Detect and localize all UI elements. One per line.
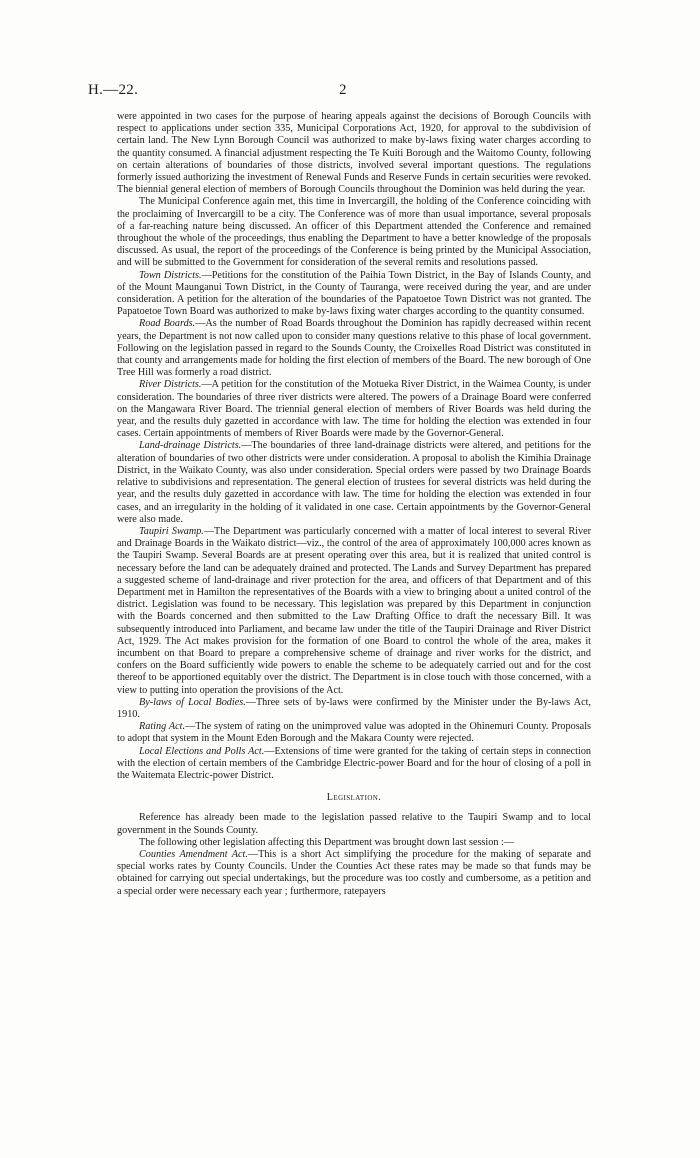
section-road-boards	[117, 318, 591, 379]
rating-act-heading: Rating Act.	[139, 721, 186, 733]
body-text	[117, 111, 591, 898]
document-reference: H.—22.	[88, 82, 139, 98]
section-land-drainage-districts	[117, 440, 591, 525]
paragraph-municipal-conference: The Municipal Conference again met, this time in Invercargill, the holding of the Conference coinciding with the proclaiming of Invercargill to be a city. The Conference was of more than usual importance, several proposals of a far-reaching nature being discussed. An officer of this Department attended the Conference and remained throughout the whole of the proceedings, thus enabling the Department to have a better knowledge of the proposals discussed. As usual, the report of the proceedings of the Conference is being printed by the Municipal Association, and will be submitted to the Government for consideration of the several remits and resolutions passed.	[117, 196, 591, 269]
river-districts-heading: River Districts.	[139, 379, 202, 391]
local-elections-text: —Extensions of time were granted for the taking of certain steps in connection with the election of certain members of the Cambridge Electric-power Board and for the hour of closing of a poll in the Waitemata Electric-power District.	[117, 745, 592, 781]
section-local-elections	[117, 746, 591, 783]
land-drainage-text: —The boundaries of three land-drainage districts were altered, and petitions for the alteration of boundaries of two other districts were under consideration. A proposal to abolish the Kimihia Drainage District, in the Waikato County, was also under consideration. Special orders were passed by two Drainage Boards relative to subdivisions and representation. The general election of trustees for several districts was held during the year, and the results duly gazetted in accordance with law. The time for holding the election was extended in four cases, and an irregularity in the holding of it validated in one case. Certain appointments by the Governor-General were also made.	[117, 440, 591, 525]
by-laws-heading: By-laws of Local Bodies.	[139, 696, 246, 708]
local-elections-heading: Local Elections and Polls Act.	[139, 745, 265, 757]
counties-amendment-text: —This is a short Act simplifying the procedure for the making of separate and special works rates by County Councils. Under the Counties Act these rates may be made so that funds may be obtained for carrying out special undertakings, but the procedure was too costly and cumbersome, as a petition and a special order were necessary each year ; furthermore, ratepayers	[117, 848, 592, 897]
page-number: 2	[339, 82, 347, 98]
rating-act-text: —The system of rating on the unimproved value was adopted in the Ohinemuri County. Proposals to adopt that system in the Mount Eden Borough and the Makara County were rejected.	[117, 721, 591, 745]
town-districts-text: —Petitions for the constitution of the Paihia Town District, in the Bay of Islands County, and of the Mount Maunganui Town District, in the County of Tauranga, were received during the year, and are under consideration. A petition for the alteration of the boundaries of the Papatoetoe Town District was not granted. The Papatoetoe Town Board was authorized to make by-laws fixing water charges according to the quantity consumed.	[117, 269, 591, 318]
section-by-laws	[117, 697, 591, 721]
road-boards-heading: Road Boards.	[139, 318, 196, 330]
section-rating-act	[117, 721, 591, 745]
road-boards-text: —As the number of Road Boards throughout the Dominion has rapidly decreased within recent years, the Department is not now called upon to consider many questions relative to this phase of local government. Following on the legislation passed in regard to the Sounds County, the Croixelles Road District was constituted in that county and arrangements made for holding the first election of members of the Board. The new borough of One Tree Hill was formerly a road district.	[117, 318, 592, 379]
section-taupiri-swamp	[117, 526, 591, 697]
legislation-heading: Legislation.	[326, 792, 382, 804]
paragraph-legislation-reference: Reference has already been made to the legislation passed relative to the Taupiri Swamp and to local government in the Sounds County.	[117, 812, 591, 836]
river-districts-text: —A petition for the constitution of the Motueka River District, in the Waimea County, is under consideration. The boundaries of three river districts were altered. The powers of a Drainage Board were conferred on the Mangawara River Board. The triennial general election of members of River Boards was held during the year, and the results duly gazetted in accordance with law. The time for holding the election was extended in four cases. Certain appointments of members of River Boards were made by the Governor-General.	[117, 379, 591, 440]
land-drainage-heading: Land-drainage Districts.	[139, 440, 242, 452]
counties-amendment-heading: Counties Amendment Act.	[139, 848, 248, 860]
town-districts-heading: Town Districts.	[139, 269, 202, 281]
section-town-districts	[117, 270, 591, 319]
taupiri-swamp-heading: Taupiri Swamp.	[139, 525, 204, 537]
paragraph-other-legislation: The following other legislation affecting this Department was brought down last session :—	[139, 836, 514, 848]
by-laws-text: —Three sets of by-laws were confirmed by the Minister under the By-laws Act, 1910.	[117, 696, 591, 720]
section-counties-amendment-act	[117, 849, 591, 898]
taupiri-swamp-text: —The Department was particularly concerned with a matter of local interest to several River and Drainage Boards in the Waikato district—viz., the control of the area of approximately 100,000 acres known as the Taupiri Swamp. Several Boards are at present operating over this area, but it is realized that united control is necessary before the land can be adequately drained and protected. The Lands and Survey Department has prepared a suggested scheme of land-drainage and river protection for the area, and officers of that Department and of this Department met in Hamilton the representatives of the Boards with a view to bringing about a united control of the district. Legislation was found to be necessary. This legislation was prepared by this Department in conjunction with the Boards concerned and then submitted to the Law Drafting Office to draft the necessary Bill. It was subsequently introduced into Parliament, and became law under the title of the Taupiri Drainage and River District Act, 1929. The Act makes provision for the formation of one Board to control the whole of the area, makes it incumbent on that Board to prepare a comprehensive scheme of drainage and river works for the district, and confers on the Board sufficiently wide powers to enable the scheme to be adequately carried out and for the cost thereof to be apportioned equitably over the district. The Department is in close touch with those concerned, with a view to putting into operation the provisions of the Act.	[117, 525, 591, 696]
paragraph-borough-councils: were appointed in two cases for the purpose of hearing appeals against the decisions of Borough Councils with respect to applications under section 335, Municipal Corporations Act, 1920, for approval to the subdivision of certain land. The New Lynn Borough Council was authorized to make by-laws fixing water charges according to the quantity consumed. A financial adjustment respecting the Te Kuiti Borough and the Waitomo County, following on certain alterations of boundaries of those districts, involved several important questions. The regulations formerly issued authorizing the investment of Renewal Funds and Reserve Funds in certain securities were revoked. The biennial general election of members of Borough Councils throughout the Dominion was held during the year.	[117, 111, 591, 196]
section-river-districts	[117, 379, 591, 440]
